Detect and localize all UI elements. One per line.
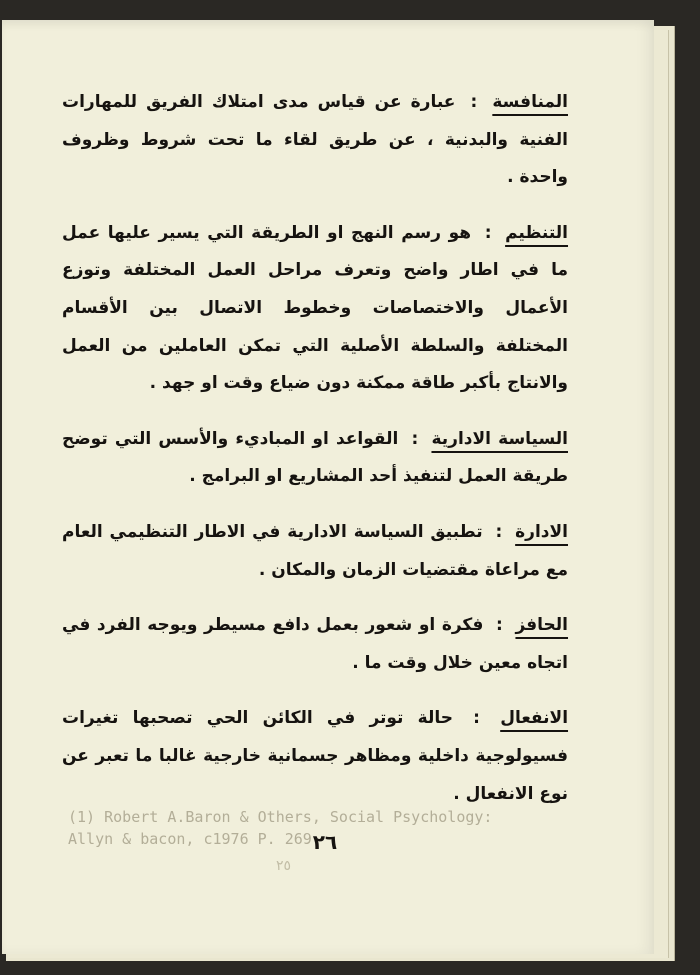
entry-definition: تطبيق السياسة الادارية في الاطار التنظيمي العام مع مراعاة مقتضيات الزمان والمكان .: [62, 521, 568, 580]
footnote-line: (1) Robert A.Baron & Others, Social Psychology:: [68, 808, 493, 826]
entry-separator: :: [473, 708, 480, 729]
entry-definition: عبارة عن قياس مدى امتلاك الفريق للمهارات الفنية والبدنية ، عن طريق لقاء ما تحت شروط وظروف واحدة .: [62, 92, 568, 188]
entry-term: المنافسة: [492, 92, 568, 112]
page-number: ٢٦: [312, 830, 338, 854]
entry-definition: حالة توتر في الكائن الحي تصحبها تغيرات فسيولوجية داخلية ومظاهر جسمانية خارجية غالبا ما تعبر عن نوع الانفعال .: [62, 708, 568, 804]
entry-separator: :: [495, 521, 503, 542]
glossary-text: [62, 84, 568, 831]
glossary-entry-competition: [62, 84, 568, 197]
glossary-entry-motivation: [62, 607, 568, 682]
entry-term: الادارة: [515, 521, 568, 542]
entry-separator: :: [496, 615, 503, 636]
glossary-entry-management: [62, 514, 568, 589]
entry-separator: :: [411, 428, 419, 449]
entry-separator: :: [470, 92, 478, 112]
glossary-entry-organization: [62, 215, 568, 403]
glossary-entry-administrative-policy: [62, 421, 568, 496]
entry-term: الحافز: [515, 615, 569, 636]
entry-term: السياسة الادارية: [431, 428, 568, 449]
entry-definition: هو رسم النهج او الطريقة التي يسير عليها عمل ما في اطار واضح وتعرف مراحل العمل المختلفة وتوزع الأعمال والاختصاصات وخطوط الاتصال بين الأقسام المختلفة والسلطة الأصلية التي تمكن العاملين من العمل والانتاج بأكبر طاقة ممكنة دون ضياع وقت او جهد .: [62, 222, 568, 394]
bleed-through-page-number: ٢٥: [276, 858, 292, 874]
entry-separator: :: [484, 222, 492, 243]
bleed-through-footnote: [68, 806, 700, 850]
entry-definition: القواعد او المباديء والأسس التي توضح طريقة العمل لتنفيذ أحد المشاريع او البرامج .: [62, 428, 568, 487]
entry-term: التنظيم: [505, 222, 569, 243]
glossary-entry-emotion: [62, 700, 568, 813]
entry-definition: فكرة او شعور بعمل دافع مسيطر ويوجه الفرد في اتجاه معين خلال وقت ما .: [62, 615, 568, 673]
entry-term: الانفعال: [500, 708, 569, 729]
footnote-line: Allyn & bacon, c1976 P. 269.: [68, 830, 321, 848]
